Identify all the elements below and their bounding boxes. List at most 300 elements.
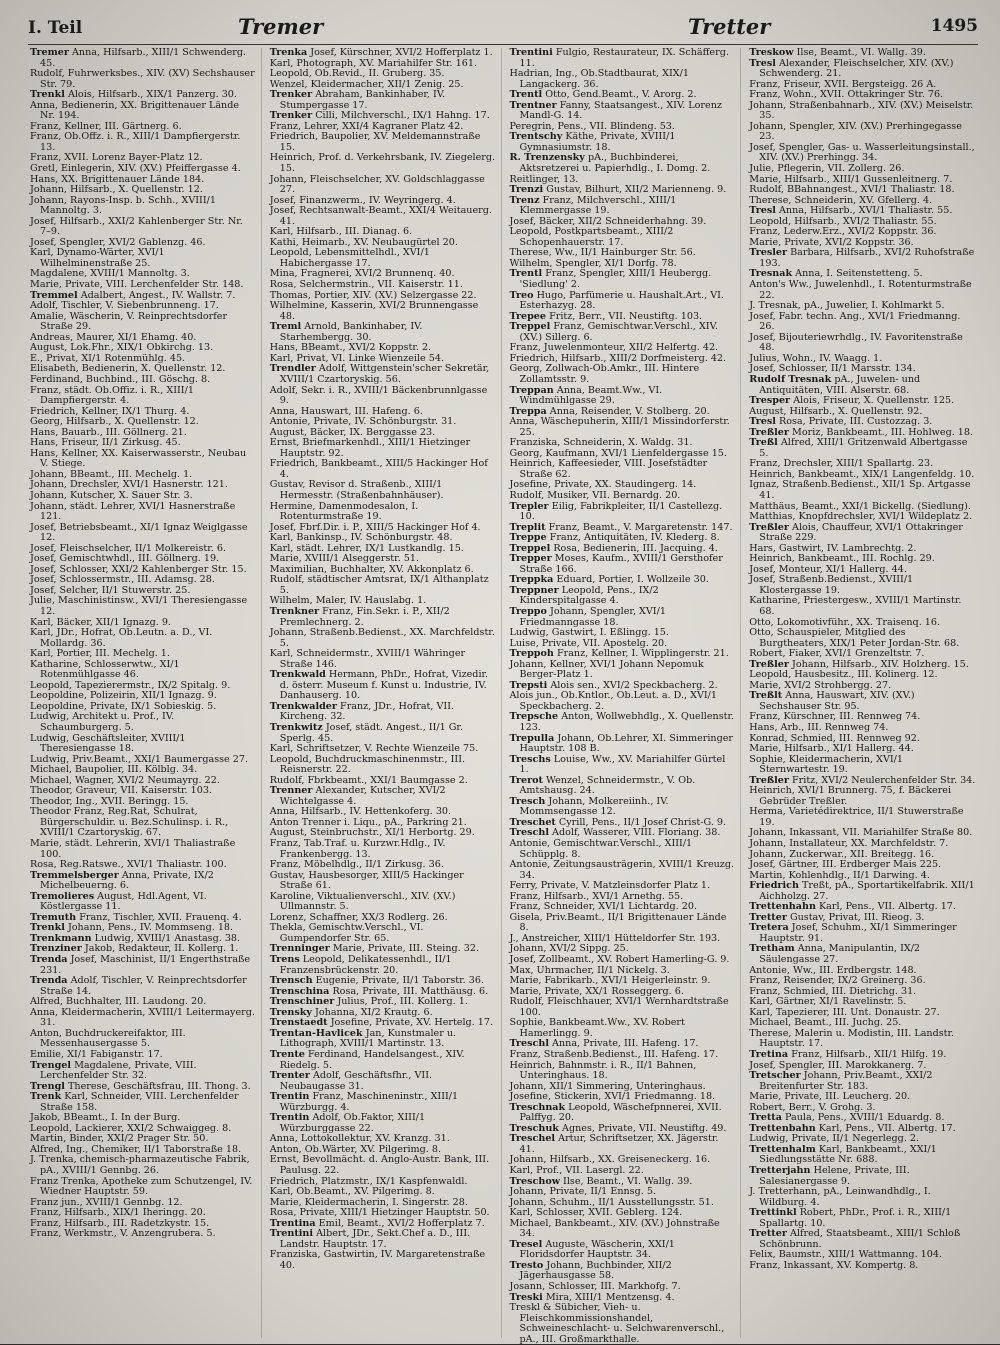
entry-details: Johann, XVI/2 Sippg. 25. xyxy=(509,943,629,955)
entry-details: Josef, Schlosser, II/1 Marsstr. 134. xyxy=(749,363,916,375)
entry-details: Hans, XX. Brigittenauer Lände 184. xyxy=(30,173,205,185)
entry-details: Alois jun., Ob.Kntlor., Ob.Leut. a. D., XVI/1 Speckbacherg. 2. xyxy=(509,690,718,712)
entry-details: Anna, Private, III. Hafeng. 17. xyxy=(552,1038,699,1050)
surname: Treppka xyxy=(509,574,554,586)
entry-details: Franz, Gemischtwar.Verschl., XIV. (XV.) Sillerg. 6. xyxy=(519,321,718,343)
surname: Trensch xyxy=(269,975,313,987)
surname: Trenninger xyxy=(269,943,330,955)
entry-details: Alois, Hilfsarb., XIX/1 Panzerg. 30. xyxy=(67,89,237,101)
surname: Trenkmann xyxy=(30,932,92,944)
entry-details: Heinrich, Bahnmstr. i. R., II/1 Bahnen, Unteringhaus. 18. xyxy=(509,1059,697,1082)
surname: Treml xyxy=(269,321,302,333)
directory-entry xyxy=(749,691,976,712)
directory-entry xyxy=(749,438,976,459)
entry-details: Johann, Straßenb.Bedienst., XX. Marchfeldstr. 5. xyxy=(269,627,495,649)
entry-details: Arnold, Bankinhaber, IV. Starhembergg. 30. xyxy=(279,321,423,343)
entry-details: Franz, Schmied, III. Dietrichg. 31. xyxy=(749,985,917,997)
surname: Treski xyxy=(509,1291,543,1303)
entry-details: Franz, Straßenb.Bedienst., III. Hafeng. 17. xyxy=(509,1048,719,1060)
entry-details: Franz, Kellner, I. Wipplingerstr. 21. xyxy=(556,648,729,660)
surname: Trenda xyxy=(30,954,68,966)
entry-details: Anna, Hilfsarb., IV. Hettenkoferg. 30. xyxy=(269,806,452,818)
entry-details: Ferdinand, Handelsangest., XIV. Riedelg. 5. xyxy=(279,1048,465,1071)
entry-details: Wenzel, Schneidermstr., V. Ob. Amtshausg. 24. xyxy=(519,774,696,797)
directory-entry xyxy=(30,101,257,122)
entry-details: Josefine, Private, XV. Hertelg. 17. xyxy=(330,1017,494,1029)
entry-details: E., Privat, XI/1 Rotenmühlg. 45. xyxy=(30,352,186,364)
entry-details: Leopold, Pens., IX/2 Kinderspitalgasse 4. xyxy=(519,584,659,607)
entry-details: Johann, XII/1 Simmering, Unteringhaus. xyxy=(509,1080,706,1092)
entry-details: Ferry, Private, V. Matzleinsdorfer Platz 1. xyxy=(509,880,711,892)
entry-details: Josef, Bijouteriewrhdlg., IV. Favoritenstraße 48. xyxy=(749,331,963,354)
entry-details: Georg, Zollwach-Ob.Amkr., III. Hintere Zollamtsstr. 9. xyxy=(509,363,700,385)
directory-entry xyxy=(270,575,497,596)
entry-details: Josef, Rechtsanwalt-Beamt., XXI/4 Weitauerg. 41. xyxy=(269,205,492,227)
entry-details: Karl, Dynamo-Wärter, XVI/1 Wilhelminenstraße 25. xyxy=(30,247,165,269)
entry-details: Rosa, Private, III. Matthäusg. 6. xyxy=(332,985,489,997)
entry-details: Josef, Gärtner, III. Erdberger Mais 225. xyxy=(749,859,942,871)
entry-details: August, Lok.Fhr., XIX/1 Obkirchg. 13. xyxy=(30,342,214,354)
column-3 xyxy=(509,47,742,1345)
entry-details: Karl, Schriftsetzer, V. Rechte Wienzeile 75. xyxy=(269,743,479,755)
entry-details: Lorenz, Schaffner, XX/3 Rodlerg. 26. xyxy=(269,911,448,923)
directory-entry xyxy=(30,596,257,617)
directory-entry xyxy=(30,955,257,976)
entry-details: Leopold, Lebensmittelhdl., XVI/1 Habichergasse 17. xyxy=(269,247,430,269)
entry-details: Johann, Pens., IV. Mommseng. 18. xyxy=(67,922,234,934)
directory-entry xyxy=(30,449,257,470)
entry-details: Anton, Ob.Wärter, XV. Pilgerimg. 8. xyxy=(269,1143,442,1155)
surname: Trenner xyxy=(269,785,313,797)
surname: Trettenhalm xyxy=(749,1143,816,1155)
directory-entry xyxy=(270,723,497,744)
entry-details: Johann, Spengler, XVI/1 Friedmanngasse 18. xyxy=(519,605,666,628)
entry-details: Wilhelm, Maler, IV. Hauslabg. 1. xyxy=(269,595,427,607)
entry-details: Anna, Hauswart, III. Hafeng. 6. xyxy=(269,405,423,417)
surname: Trentini xyxy=(269,1228,314,1240)
surname: Tresto xyxy=(509,1259,544,1271)
entry-details: August, Bäcker, IX. Berggasse 23. xyxy=(269,426,436,438)
directory-entry xyxy=(30,892,257,913)
directory-entry xyxy=(510,554,737,575)
directory-entry xyxy=(270,90,497,111)
entry-details: Josef, Fabr. techn. Ang., XVI/1 Friedmanng. 26. xyxy=(749,310,961,333)
surname: Trepsche xyxy=(509,711,559,723)
surname: Treschel xyxy=(509,1133,556,1145)
directory-entry xyxy=(749,596,976,617)
entry-details: Wenzel, Kleidermacher, XII/1 Zenig. 25. xyxy=(269,78,464,90)
directory-entry xyxy=(30,628,257,649)
entry-details: Johann, Rayons-Insp. b. Schh., XVIII/1 Mannoltg. 3. xyxy=(30,194,216,217)
entry-details: Matthias, Knopfdrechsler, XVI/1 Wildeplatz 2. xyxy=(749,511,973,523)
column-4 xyxy=(749,48,980,1338)
entry-details: Franz, Möbelhdlg., II/1 Zirkusg. 36. xyxy=(269,859,444,871)
entry-details: Johann, Fleischselcher, XV. Goldschlaggasse 27. xyxy=(269,173,485,196)
surname: Treplit xyxy=(509,521,546,533)
directory-entry xyxy=(749,523,976,544)
entry-details: Anna, Hauswart, XIV. (XV.) Sechshauser Str. 95. xyxy=(759,690,915,712)
directory-entry xyxy=(270,670,497,702)
surname: Tretina xyxy=(749,1048,789,1060)
entry-details: Gustav, Revisor d. Straßenb., XIII/1 Hermesstr. (Straßenbahnhäuser). xyxy=(269,479,444,501)
entry-details: Anna, Wäschepuherin, XIII/1 Missindorferstr. 25. xyxy=(509,416,730,438)
entry-details: Felix, Baumstr., XIII/1 Wattmanng. 104. xyxy=(749,1249,943,1261)
entry-details: Josef, Spengler, XVI/2 Gablenzg. 46. xyxy=(30,236,206,248)
entry-details: Adolf, Tischler, V. Reinprechtsdorfer Straße 14. xyxy=(40,975,247,997)
directory-entry xyxy=(30,196,257,217)
directory-entry xyxy=(30,248,257,269)
surname: Tretta xyxy=(749,1112,782,1124)
entry-details: Johann, städt. Lehrer, XVI/1 Hasnerstraße 121. xyxy=(30,500,236,523)
entry-details: Fritz, Berr., VII. Neustiftg. 103. xyxy=(549,310,703,322)
entry-details: Franz, Kürschner, III. Rennweg 74. xyxy=(749,711,921,723)
entry-details: Franz, JDr., Hofrat, VII. Kircheng. 32. xyxy=(279,700,455,723)
surname: Treppe xyxy=(509,532,547,544)
entry-details: Ludwig, Priv.Beamt., XXI/1 Baumergasse 27. xyxy=(30,753,249,765)
entry-details: Eduard, Portier, I. Wollzeile 30. xyxy=(556,574,709,586)
entry-details: J. Tretterhann, pA., Leinwandhdlg., I. Wildburg. 4. xyxy=(749,1186,931,1208)
entry-details: Heinrich, Bankbeamt., III. Rochlg. 29. xyxy=(749,553,935,565)
entry-details: Johann, Molkereiinh., IV. Mommsengasse 12. xyxy=(519,795,669,818)
entry-details: Franz, Reisender, IX/2 Greinerg. 36. xyxy=(749,975,926,987)
entry-details: Anna, Manipulantin, IX/2 Säulengasse 27. xyxy=(759,943,921,966)
surname: Trenker xyxy=(269,89,313,101)
surname: Trenzi xyxy=(509,184,544,196)
entry-details: Magdalene, XVIII/1 Mannoltg. 3. xyxy=(30,268,190,280)
entry-details: Friedrich, Kellner, IX/1 Thurg. 4. xyxy=(30,405,190,417)
directory-entry xyxy=(270,364,497,385)
entry-details: Alois, Friseur, X. Quellenstr. 125. xyxy=(793,395,955,407)
entry-details: Karl, Hilfsarb., III. Dianag. 6. xyxy=(269,226,413,238)
entry-details: Herma, Varietédirektrice, II/1 Stuwerstraße 19. xyxy=(749,806,964,828)
directory-entry xyxy=(270,301,497,322)
entry-details: Michael, Beamt., III. Juchg. 25. xyxy=(749,1017,902,1029)
surname: Tremmelsberger xyxy=(30,869,119,881)
entry-details: Karl, Pens., VII. Albertg. 17. xyxy=(819,901,956,913)
entry-details: Josef, Schuhm., XI/1 Simmeringer Hauptstr. 91. xyxy=(759,922,957,944)
directory-entry xyxy=(30,1008,257,1029)
surname: Treschs xyxy=(509,753,551,765)
surname: Trepulla xyxy=(509,732,555,744)
surname: Tremuth xyxy=(30,911,77,923)
entry-details: Josef, Spengler, Gas- u. Wasserleitungsinstall., XIV. (XV.) Prerhingg. 34. xyxy=(749,141,975,164)
directory-entry xyxy=(510,269,737,290)
entry-details: Luise, Private, VII. Apostelg. 20. xyxy=(509,637,668,649)
entry-details: Hans, Arb., III. Rennweg 74. xyxy=(749,722,889,733)
entry-details: Josef, Fbrf.Dir. i. P., XIII/5 Hackinger Hof 4. xyxy=(269,521,481,533)
directory-entry xyxy=(510,364,737,385)
entry-details: Adolf, Wasserer, VIII. Floriang. 38. xyxy=(552,827,721,839)
entry-details: Thomas, Portier, XIV. (XV.) Selzergasse 22. xyxy=(269,289,477,301)
entry-details: Robert, Berr., V. Grohg. 3. xyxy=(749,1101,876,1113)
entry-details: Johanna, XI/2 Krautg. 6. xyxy=(315,1006,433,1018)
entry-details: Alois, Chauffeur, XVI/1 Ottakringer Straße 229. xyxy=(759,521,963,544)
directory-entry xyxy=(749,312,976,333)
entry-details: Fulgio, Restaurateur, IX. Schäfferg. 11. xyxy=(519,47,729,69)
directory-entry xyxy=(30,132,257,153)
entry-details: Barbara, Hilfsarb., XVI/2 Ruhofstraße 193. xyxy=(759,247,975,269)
entry-details: Rudolf, Fuhrwerksbes., XIV. (XV) Sechshauser Str. 79. xyxy=(30,68,255,90)
entry-details: Julius, Wohn., IV. Waagg. 1. xyxy=(749,352,883,364)
entry-details: Karl, Privat, VI. Linke Wienzeile 54. xyxy=(269,352,445,364)
entry-details: Adolf, Geschäftsfhr., VII. Neubaugasse 31. xyxy=(279,1070,433,1092)
entry-details: Sophie, Kleidermacherin, XVI/1 Sternwartestr. 19. xyxy=(749,753,904,776)
directory-entry xyxy=(510,1018,737,1039)
directory-entry xyxy=(749,755,976,776)
entry-details: Franz, Inkassant, XV. Kompertg. 8. xyxy=(749,1259,919,1271)
entry-details: August, Hdl.Agent, VI. Köstlergasse 11. xyxy=(40,890,207,913)
directory-entry xyxy=(510,502,737,523)
entry-details: Andreas, Maurer, XI/1 Ehamg. 40. xyxy=(30,331,197,343)
entry-details: Josef, Monteur, XI/1 Hallerg. 44. xyxy=(749,563,907,575)
directory-entry xyxy=(749,333,976,354)
directory-entry xyxy=(510,913,737,934)
directory-entry xyxy=(749,1145,976,1166)
directory-entry xyxy=(30,871,257,892)
entry-details: Ludwig, Architekt u. Prof., IV. Schaumburgerg. 5. xyxy=(30,711,175,733)
entry-details: Rudolf, städtischer Amtsrat, IX/1 Althanplatz 5. xyxy=(269,574,489,596)
entry-details: Michael, Wagner, XVI/2 Neumayrg. 22. xyxy=(30,774,220,786)
directory-entry xyxy=(510,1103,737,1124)
directory-entry xyxy=(510,69,737,90)
entry-details: Franz Trenka, Apotheke zum Schutzengel, IV. Wiedner Hauptstr. 59. xyxy=(30,1175,253,1198)
directory-entry xyxy=(270,786,497,807)
directory-entry xyxy=(30,217,257,238)
entry-details: Josann, Schlosser, III. Markhofg. 7. xyxy=(509,1280,681,1292)
entry-details: Karl, Schneider, VIII. Lerchenfelder Straße 158. xyxy=(40,1091,239,1113)
surname: Trenka xyxy=(269,47,308,58)
entry-details: Adolf, Tischler, V. Siebenbrunneng. 17. xyxy=(30,300,219,312)
directory-entry xyxy=(510,1134,737,1155)
entry-details: Josefine, Stickerin, XVI/1 Friedmanng. 18. xyxy=(509,1091,716,1103)
surname: Tretter xyxy=(749,1228,787,1240)
entry-details: Ludwig, XVIII/1 Anastasg. 38. xyxy=(94,932,241,944)
entry-details: Adolf, Ob.Faktor, XIII/1 Würzburggasse 22. xyxy=(279,1112,426,1134)
entry-details: Leopold, Delikatessenhdl., II/1 Franzensbrückenstr. 20. xyxy=(279,954,452,976)
directory-entry xyxy=(510,291,737,312)
entry-details: Franz, städt. Ob.Offiz. i. R., XIII/1 Dampfiergerstr. 4. xyxy=(30,384,194,407)
surname: Treßl xyxy=(749,437,778,449)
entry-details: Franz, Juwelenmonteur, XII/2 Helfertg. 42. xyxy=(509,342,719,354)
surname: Treschow xyxy=(509,1175,560,1187)
surname: Trepper xyxy=(509,553,552,565)
surname: Treßler xyxy=(749,521,789,533)
entry-details: Emil, Beamt., XVI/2 Hofferplatz 7. xyxy=(318,1217,485,1229)
directory-entry xyxy=(270,175,497,196)
entry-details: Heinrich, Bankbeamt., XIX/1 Langenfeldg. 10. xyxy=(749,468,975,480)
entry-details: Hadrian, Ing., Ob.Stadtbaurat, XIX/1 Langackerg. 36. xyxy=(509,68,689,90)
entry-details: Karl, Portier, III. Mechelg. 1. xyxy=(30,648,170,660)
entry-details: Anna, Kleidermacherin, XVIII/1 Leitermayerg. 31. xyxy=(30,1006,255,1029)
surname: Trenkwalder xyxy=(269,700,337,712)
entry-details: Marie, XVIII/1 Alseggerstr. 51. xyxy=(269,553,420,565)
entry-details: Franz, Antiquitäten, IV. Klederg. 8. xyxy=(549,532,720,544)
directory-entry xyxy=(270,386,497,407)
surname: Trens xyxy=(269,954,300,966)
directory-entry xyxy=(749,944,976,965)
entry-details: Alfred, Ing., Chemiker, II/1 Taborstraße 18. xyxy=(30,1143,242,1155)
entry-details: Johann, Zuckerwar., XII. Breitegg. 16. xyxy=(749,848,935,860)
entry-details: Marie, Private, XX/1 Rosseggerg. 6. xyxy=(509,985,684,997)
entry-details: Marie, XVI/2 Strohbergg. 27. xyxy=(749,679,892,691)
entry-details: Marie, Private, XVI/2 Koppstr. 36. xyxy=(749,236,914,248)
entry-details: Treskl & Sübicher, Vieh- u. Fleischkommissionshandel, Schweineschlacht- u. Selchwarenverschl., pA., III. Großmarkthalle. xyxy=(509,1302,725,1345)
entry-details: Rudolf, BBahnangest., XVI/1 Thaliastr. 18. xyxy=(749,184,955,196)
directory-entry xyxy=(510,153,737,174)
entry-details: Friedrich, Baupolier, XV. Meldemannstraße 15. xyxy=(269,131,481,153)
directory-entry xyxy=(749,1187,976,1208)
surname: Trenschina xyxy=(269,985,330,997)
entry-details: Gustav, Bilhurt, XII/2 Marienneng. 9. xyxy=(546,184,727,196)
directory-entry xyxy=(270,459,497,480)
entry-details: Ferdinand, Buchbind., III. Göschg. 8. xyxy=(30,373,211,385)
entry-details: Rudolf, Fbrkbeamt., XXI/1 Baumgasse 2. xyxy=(269,774,468,786)
entry-details: Alfred, Staatsbeamt., XIII/1 Schloß Schönbrunn. xyxy=(759,1228,961,1250)
entry-details: Amalie, Wäscherin, V. Reinprechtsdorfer Straße 29. xyxy=(30,310,228,333)
entry-details: Georg, Hilfsarb., X. Quellenstr. 12. xyxy=(30,416,199,428)
entry-details: Rosa, Selchermstrin., VII. Kaiserstr. 11. xyxy=(269,279,463,291)
entry-details: Alfred, Buchhalter, III. Laudong. 20. xyxy=(30,996,207,1008)
entry-details: Franz, Lehrer, XXI/4 Kagraner Platz 42. xyxy=(269,120,464,132)
surname: Trentina xyxy=(269,1217,316,1229)
entry-details: Josefine, Private, XX. Staudingerg. 14. xyxy=(509,479,697,491)
entry-details: Anna, Private, IX/2 Michelbeuerng. 6. xyxy=(40,869,214,892)
entry-details: Johann, Hilfsarb., XX. Greiseneckerg. 16. xyxy=(509,1154,711,1166)
entry-details: Josef, Maschinist, II/1 Engerthstraße 231. xyxy=(40,954,251,976)
directory-entry xyxy=(30,1229,257,1240)
surname: Tretera xyxy=(749,922,789,934)
directory-entry xyxy=(510,132,737,153)
directory-entry xyxy=(510,860,737,881)
entry-details: Karl, JDr., Hofrat, Ob.Leutn. a. D., VI. Mollardg. 36. xyxy=(30,627,213,649)
columns xyxy=(30,47,980,1345)
directory-entry xyxy=(510,322,737,343)
directory-entry xyxy=(30,734,257,755)
entry-details: Friedrich, Hilfsarb., XIII/2 Dorfmeisterg. 42. xyxy=(509,352,727,364)
surname: Trenz xyxy=(509,194,540,206)
surname: Trenziner xyxy=(30,943,82,955)
entry-details: Franz, Milchverschl., XIII/1 Klemmergasse 19. xyxy=(519,194,677,217)
entry-details: Peregrin, Pens., VII. Blindeng. 53. xyxy=(509,120,675,132)
directory-entry xyxy=(270,1229,497,1250)
directory-entry xyxy=(749,807,976,828)
entry-details: Franz, Lederw.Erz., XVI/2 Koppstr. 36. xyxy=(749,226,937,238)
entry-details: Marie, städt. Lehrerin, XVI/1 Thaliastraße 100. xyxy=(30,838,236,860)
entry-details: Adalbert, Angest., IV. Wallstr. 7. xyxy=(80,289,236,301)
surname: Trentner xyxy=(509,99,557,111)
surname: Tretterjahn xyxy=(749,1164,811,1176)
entry-details: Leopoldine, Polizeirin, XII/1 Ignazg. 9. xyxy=(30,690,217,702)
surname: Treo xyxy=(509,289,534,301)
directory-entry xyxy=(30,712,257,733)
entry-details: Johann, Spengler, XIV. (XV.) Prerhingegasse 23. xyxy=(749,120,962,143)
entry-details: Ernst, Bevollmächt. d. Anglo-Austr. Bank, III. Paulusg. 22. xyxy=(269,1154,490,1176)
entry-details: Franz, Friseur, XVII. Bergsteigg. 26 A. xyxy=(749,78,937,90)
surname: Tretscher xyxy=(749,1070,801,1082)
directory-entry xyxy=(270,248,497,269)
entry-details: Ignaz, Straßenb.Bedienst., XII/1 Sp. Artgasse 41. xyxy=(749,479,971,501)
entry-details: Franz, Wohn., XVII. Ottakringer Str. 76. xyxy=(749,89,944,101)
entry-details: Ludwig, Geschäftsleiter, XVIII/1 Theresiengasse 18. xyxy=(30,732,186,755)
entry-details: Jan, Kunstmaler u. Lithograph, XVIII/1 Martinstr. 13. xyxy=(279,1027,457,1050)
entry-details: Gustav, Hausbesorger, XIII/5 Hackinger Straße 61. xyxy=(269,869,464,892)
entry-details: August, Hilfsarb., X. Quellenstr. 92. xyxy=(749,405,923,417)
entry-details: Robert, Fiaker, XVI/1 Grenzeltstr. 7. xyxy=(749,648,925,660)
surname: Treschet xyxy=(509,816,556,828)
entry-details: Karl, Bankinsp., IV. Schönburgstr. 48. xyxy=(269,532,453,544)
entry-details: Fritz, XVI/2 Neulerchenfelder Str. 34. xyxy=(792,774,976,786)
entry-details: Karl, Bäcker, XII/1 Ignazg. 9. xyxy=(30,616,171,628)
entry-details: Ilse, Beamt., VI. Wallg. 39. xyxy=(563,1175,693,1187)
directory-entry xyxy=(30,660,257,681)
entry-details: Anna, Hilfsarb., XVI/1 Thaliastr. 55. xyxy=(778,205,953,217)
entry-details: Alexander, Kutscher, XVI/2 Wichtelgasse 4. xyxy=(279,785,446,807)
surname: Tresnak xyxy=(749,268,793,280)
entry-details: Antonie, Zeitungsausträgerin, XVIII/1 Kreuzg. 34. xyxy=(509,859,735,881)
entry-details: Marie, Private, III. Steing. 32. xyxy=(332,943,480,955)
entry-details: Karl, Pens., VII. Albertg. 17. xyxy=(818,1122,956,1134)
directory-entry xyxy=(30,807,257,839)
directory-entry xyxy=(510,1240,737,1261)
last-catchword: Tretter xyxy=(688,14,771,39)
directory-entry xyxy=(270,1092,497,1113)
directory-entry xyxy=(30,976,257,997)
surname: Treppo xyxy=(509,605,547,617)
entry-details: Antonie, Gemischtwar.Verschl., XIII/1 Schüpplg. 8. xyxy=(509,838,693,860)
page-number: 1495 xyxy=(930,16,978,36)
entry-details: Artur, Schriftsetzer, XX. Jägerstr. 41. xyxy=(519,1133,719,1155)
entry-details: Therese, Geschäftsfrau, III. Thong. 3. xyxy=(68,1080,251,1092)
surname: Tresl xyxy=(749,57,776,69)
directory-entry xyxy=(30,839,257,860)
surname: Trentin xyxy=(269,1112,310,1124)
entry-details: Franz, Drechsler, XIII/1 Spallartg. 23. xyxy=(749,458,934,470)
entry-details: Josef, Fleischselcher, II/1 Molkereistr. 6. xyxy=(30,542,227,554)
directory-entry xyxy=(749,1166,976,1187)
entry-details: Treßt, pA., Sportartikelfabrik. XII/1 Aichholzg. 27. xyxy=(759,880,975,902)
entry-details: Anton, Wollwebhdlg., X. Quellenstr. 123. xyxy=(519,711,735,733)
directory-entry xyxy=(30,312,257,333)
entry-details: Mina, Fragnerei, XVI/2 Brunnenq. 40. xyxy=(269,268,455,280)
entry-details: Karl, Bankbeamt., XXI/1 Siedlungsstätte Nr. 688. xyxy=(759,1143,937,1166)
entry-details: Karl, Schlosser, XVII. Geblerg. 124. xyxy=(509,1207,683,1219)
entry-details: Jakob, Redakteur, II. Kollerg. 1. xyxy=(84,943,239,955)
directory-entry xyxy=(510,1219,737,1240)
directory-entry xyxy=(30,1092,257,1113)
surname: Treppner xyxy=(509,584,559,596)
column-2 xyxy=(270,48,502,1338)
entry-details: Alexander, Fleischselcher, XIV. (XV.) Schwenderg. 21. xyxy=(759,57,954,80)
surname: Trenk xyxy=(30,1091,62,1103)
entry-details: Rosa, Private, XIII/1 Hietzinger Hauptstr. 50. xyxy=(269,1207,490,1219)
directory-entry xyxy=(749,280,976,301)
surname: Trendler xyxy=(269,363,316,375)
surname: Trentschy xyxy=(509,131,563,143)
entry-details: Alfred, XIII/1 Gritzenwald Albertgasse 5. xyxy=(759,437,968,459)
directory-entry xyxy=(30,1061,257,1082)
entry-details: Johann, BBeamt., III. Mechelg. 1. xyxy=(30,468,193,480)
entry-details: Moses, Kaufm., XVIII/1 Gersthofer Straße 166. xyxy=(519,553,723,575)
entry-details: Franz, Tischler, XVII. Frauenq. 4. xyxy=(79,911,242,923)
surname: Treßler xyxy=(749,426,789,438)
directory-entry xyxy=(510,776,737,797)
directory-entry xyxy=(270,839,497,860)
entry-details: Franz, Maschineninstr., XIII/1 Würzburgg. 4. xyxy=(279,1091,459,1113)
entry-details: Rosa, Bedienerin, III. Jacquing. 4. xyxy=(553,542,718,554)
surname: Trenkl xyxy=(30,89,65,101)
entry-details: Franz, Tab.Traf. u. Kurzwr.Hdlg., IV. Frankenbergg. 13. xyxy=(269,838,446,860)
entry-details: Josef, Kürschner, XVI/2 Hofferplatz 1. xyxy=(310,47,493,58)
